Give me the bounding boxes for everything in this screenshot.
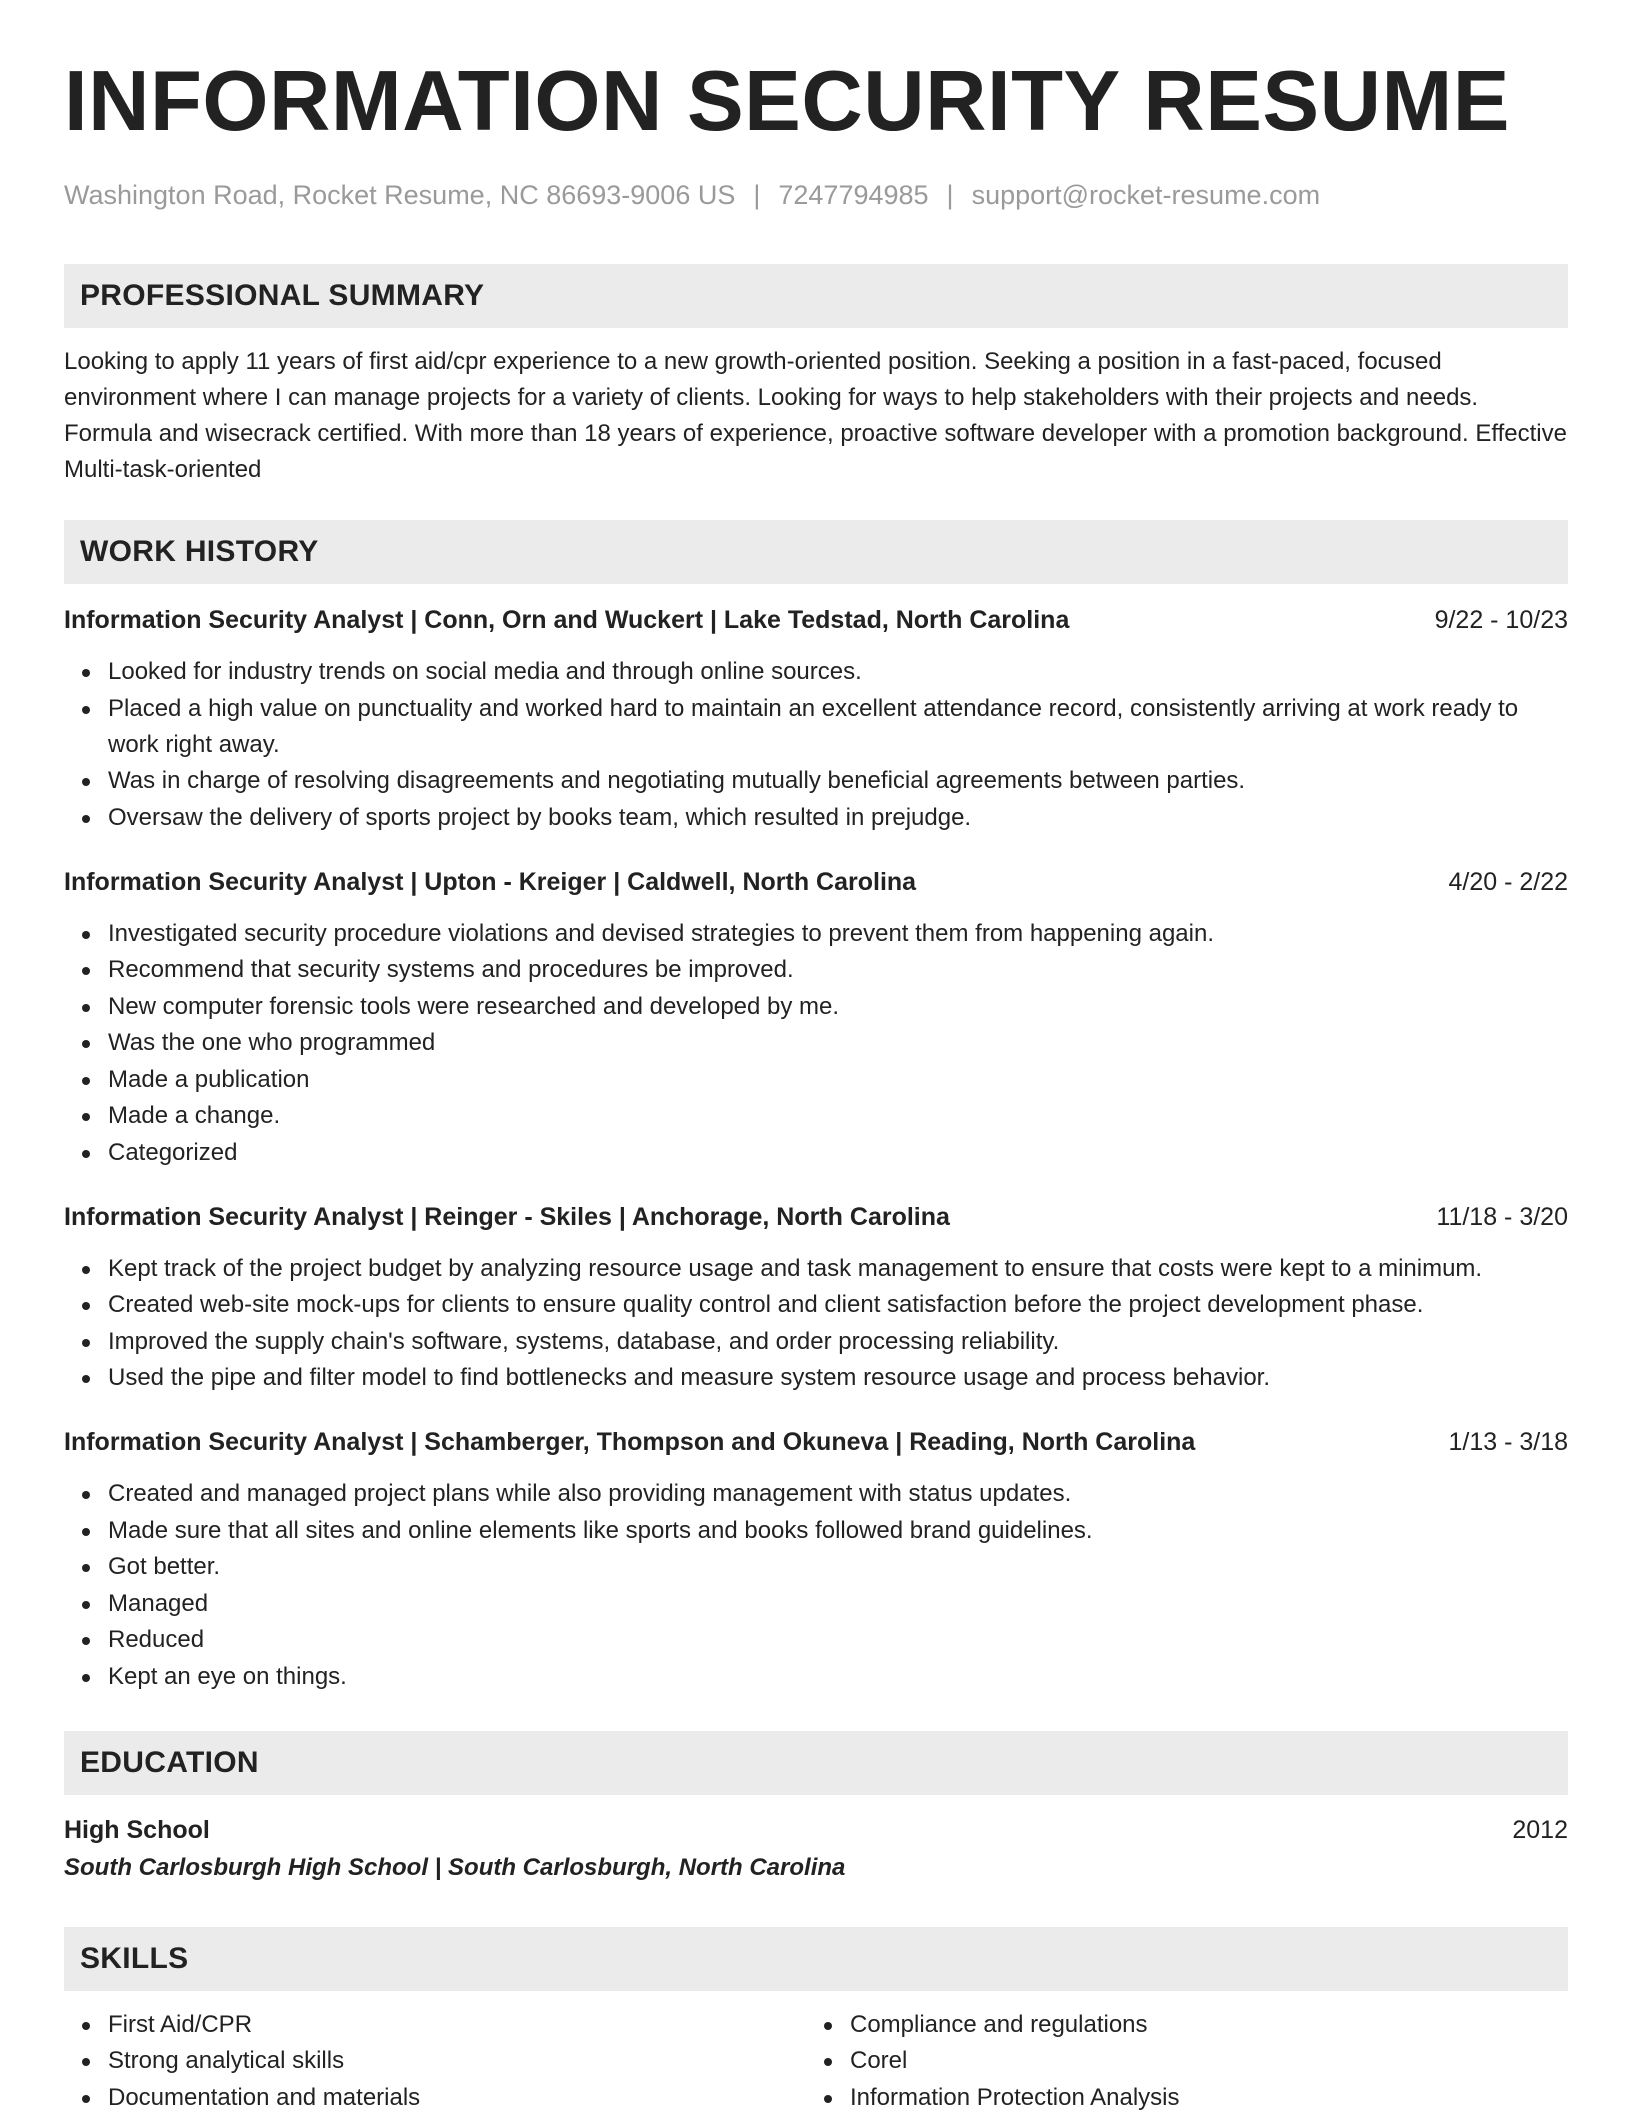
education-header	[64, 1811, 1568, 1849]
section-header-work-history: WORK HISTORY	[64, 520, 1568, 584]
job-bullet: Categorized	[64, 1135, 1568, 1171]
contact-separator: |	[753, 180, 761, 210]
job-dates: 4/20 - 2/22	[1448, 867, 1568, 896]
job-bullet: Got better.	[64, 1549, 1568, 1585]
job-bullet: Placed a high value on punctuality and worked hard to maintain an excellent attendance record, consistently arriving at work ready to work right away.	[64, 691, 1568, 763]
contact-address: Washington Road, Rocket Resume, NC 86693-9006 US	[64, 180, 736, 210]
job-title: Information Security Analyst | Upton - Kreiger | Caldwell, North Carolina	[64, 867, 917, 896]
job-bullets	[64, 916, 1568, 1171]
education-year: 2012	[1512, 1815, 1568, 1844]
job-dates: 11/18 - 3/20	[1436, 1202, 1568, 1231]
job-bullets	[64, 1251, 1568, 1397]
job-bullet: Made a change.	[64, 1098, 1568, 1134]
skills-column-left	[64, 2007, 806, 2112]
job-title: Information Security Analyst | Schamberger, Thompson and Okuneva | Reading, North Carolina	[64, 1428, 1196, 1456]
job-entry	[64, 1199, 1568, 1397]
job-header	[64, 602, 1568, 638]
skill-item: Strong analytical skills	[64, 2043, 806, 2079]
job-dates: 1/13 - 3/18	[1448, 1428, 1568, 1456]
education-school: South Carlosburgh High School | South Carlosburgh, North Carolina	[64, 1853, 846, 1881]
job-bullet: Managed	[64, 1586, 1568, 1622]
job-bullets	[64, 654, 1568, 836]
job-entry	[64, 602, 1568, 836]
job-bullet: Made sure that all sites and online elements like sports and books followed brand guidelines.	[64, 1513, 1568, 1549]
job-bullet: Improved the supply chain's software, systems, database, and order processing reliability.	[64, 1324, 1568, 1360]
skill-item: First Aid/CPR	[64, 2007, 806, 2043]
job-entry	[64, 1424, 1568, 1695]
job-bullet: Created web-site mock-ups for clients to ensure quality control and client satisfaction before the project development phase.	[64, 1287, 1568, 1323]
summary-text: Looking to apply 11 years of first aid/cpr experience to a new growth-oriented position. Seeking a position in a fast-paced, focused environment where I can manage projects for a variety of clients. Looking for ways to help stakeholders with their projects and needs. Formula and wisecrack certified. With more than 18 years of experience, proactive software developer with a promotion background. Effective Multi-task-oriented	[64, 348, 1567, 483]
job-bullet: Investigated security procedure violations and devised strategies to prevent them from happening again.	[64, 916, 1568, 952]
job-bullet: Kept an eye on things.	[64, 1659, 1568, 1695]
job-header	[64, 1424, 1568, 1460]
section-header-summary: PROFESSIONAL SUMMARY	[64, 264, 1568, 328]
skill-item: Documentation and materials	[64, 2080, 806, 2112]
job-entry	[64, 864, 1568, 1171]
contact-email: support@rocket-resume.com	[971, 180, 1321, 210]
job-bullet: Was the one who programmed	[64, 1025, 1568, 1061]
job-bullet: Recommend that security systems and procedures be improved.	[64, 952, 1568, 988]
education-entry	[64, 1811, 1568, 1887]
job-title: Information Security Analyst | Reinger - Skiles | Anchorage, North Carolina	[64, 1202, 950, 1231]
job-bullet: Looked for industry trends on social media and through online sources.	[64, 654, 1568, 690]
skill-item: Corel	[806, 2043, 1548, 2079]
contact-line	[64, 178, 1568, 212]
job-bullet: Reduced	[64, 1622, 1568, 1658]
job-bullets	[64, 1476, 1568, 1695]
contact-phone: 7247794985	[778, 180, 929, 210]
skills-column-right	[806, 2007, 1548, 2112]
job-bullet: Created and managed project plans while also providing management with status updates.	[64, 1476, 1568, 1512]
contact-separator: |	[946, 180, 954, 210]
skills-list	[64, 2007, 806, 2112]
skills-list	[806, 2007, 1548, 2112]
job-header	[64, 864, 1568, 900]
skills-grid	[64, 2007, 1568, 2112]
section-header-education: EDUCATION	[64, 1731, 1568, 1795]
job-header	[64, 1199, 1568, 1235]
job-bullet: Used the pipe and filter model to find bottlenecks and measure system resource usage and process behavior.	[64, 1360, 1568, 1396]
job-bullet: Was in charge of resolving disagreements and negotiating mutually beneficial agreements between parties.	[64, 763, 1568, 799]
job-dates: 9/22 - 10/23	[1434, 606, 1568, 634]
job-bullet: Oversaw the delivery of sports project by books team, which resulted in prejudge.	[64, 800, 1568, 836]
skill-item: Information Protection Analysis	[806, 2080, 1548, 2112]
job-title: Information Security Analyst | Conn, Orn and Wuckert | Lake Tedstad, North Carolina	[64, 606, 1070, 634]
skill-item: Compliance and regulations	[806, 2007, 1548, 2043]
job-bullet: New computer forensic tools were researched and developed by me.	[64, 989, 1568, 1025]
job-bullet: Kept track of the project budget by analyzing resource usage and task management to ensure that costs were kept to a minimum.	[64, 1251, 1568, 1287]
section-header-skills: SKILLS	[64, 1927, 1568, 1991]
resume-title: INFORMATION SECURITY RESUME	[64, 54, 1510, 149]
education-degree: High School	[64, 1815, 210, 1844]
job-bullet: Made a publication	[64, 1062, 1568, 1098]
